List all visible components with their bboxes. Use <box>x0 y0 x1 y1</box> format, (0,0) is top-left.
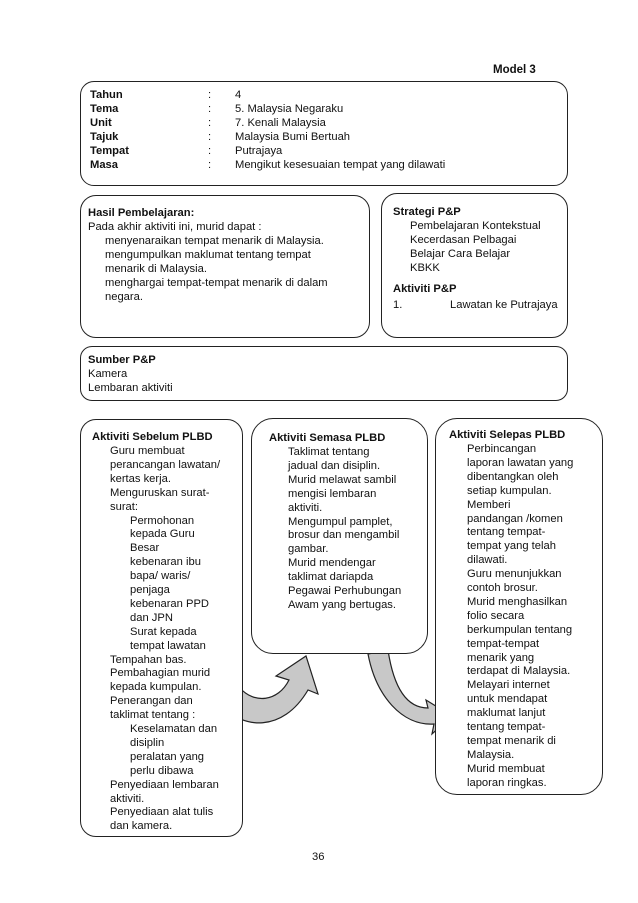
sebelum-line: penjaga <box>130 584 170 596</box>
sebelum-line: perancangan lawatan/ <box>110 458 221 471</box>
strategi-item: Pembelajaran Kontekstual <box>410 220 541 232</box>
sebelum-line: Penyediaan alat tulis <box>110 806 214 819</box>
sumber-box <box>80 346 568 401</box>
hasil-title: Hasil Pembelajaran: <box>88 207 195 219</box>
strategi-item: Kecerdasan Pelbagai <box>410 233 517 246</box>
semasa-line: taklimat dariapda <box>288 571 374 584</box>
selepas-line: tempat-tempat <box>467 637 540 650</box>
selepas-line: laporan lawatan yang <box>467 456 574 469</box>
semasa-line: Mengumpul pamplet, <box>288 515 393 528</box>
sebelum-line: Guru membuat <box>110 445 185 457</box>
header-row-value: Mengikut kesesuaian tempat yang dilawati <box>235 158 446 171</box>
header-row <box>90 145 550 159</box>
selepas-line: maklumat lanjut <box>467 707 546 720</box>
hasil-intro: Pada akhir aktiviti ini, murid dapat : <box>88 221 262 233</box>
semasa-line: Awam yang bertugas. <box>288 598 397 611</box>
sebelum-line: kebenaran PPD <box>130 597 209 610</box>
header-row-separator: : <box>208 102 212 115</box>
header-row-value: Putrajaya <box>235 144 283 157</box>
sebelum-line: kepada kumpulan. <box>110 681 202 694</box>
semasa-line: Murid melawat sambil <box>288 473 397 486</box>
page-number: 36 <box>312 851 325 863</box>
sumber-title: Sumber P&P <box>88 354 156 366</box>
selepas-line: folio secara <box>467 609 525 622</box>
selepas-line: dibentangkan oleh <box>467 470 559 483</box>
selepas-line: Melayari internet <box>467 679 550 692</box>
selepas-line: tempat menarik di <box>467 734 556 747</box>
header-row-separator: : <box>208 158 212 171</box>
header-row-label: Masa <box>90 158 118 171</box>
selepas-line: terdapat di Malaysia. <box>467 665 571 678</box>
selepas-line: Memberi <box>467 498 511 511</box>
selepas-line: tentang tempat- <box>467 526 546 539</box>
sebelum-line: kepada Guru <box>130 528 195 541</box>
strategi-item: KBKK <box>410 261 440 274</box>
sebelum-line: taklimat tentang : <box>110 709 196 722</box>
strategi-box <box>381 193 568 338</box>
selepas-line: Perbincangan <box>467 443 537 455</box>
hasil-pembelajaran-box <box>80 195 370 338</box>
sebelum-line: dan JPN <box>130 611 173 624</box>
header-row-value: 4 <box>235 89 242 101</box>
sebelum-line: Pembahagian murid <box>110 667 211 680</box>
header-row-label: Tempat <box>90 144 129 157</box>
sebelum-line: disiplin <box>130 736 165 749</box>
header-row-separator: : <box>208 116 212 129</box>
semasa-box <box>251 418 428 654</box>
sumber-item-kamera: Kamera <box>88 368 128 380</box>
semasa-line: jadual dan disiplin. <box>288 459 381 472</box>
selepas-box <box>435 418 603 795</box>
aktiviti-pp-number: 1. <box>393 299 403 311</box>
header-row <box>90 89 550 103</box>
header-row-value: 7. Kenali Malaysia <box>235 116 326 129</box>
sebelum-line: aktiviti. <box>110 792 145 805</box>
sebelum-line: kebenaran ibu <box>130 556 201 569</box>
selepas-line: Murid membuat <box>467 762 545 775</box>
hasil-line: menghargai tempat-tempat menarik di dalam <box>105 276 328 289</box>
sebelum-line: surat: <box>110 500 138 513</box>
sebelum-line: perlu dibawa <box>130 764 194 777</box>
aktiviti-pp-text: Lawatan ke Putrajaya <box>450 299 558 311</box>
selepas-line: setiap kumpulan. <box>467 484 552 497</box>
sebelum-line: Keselamatan dan <box>130 723 218 735</box>
sebelum-line: Penyediaan lembaran <box>110 778 219 791</box>
sebelum-line: bapa/ waris/ <box>130 570 191 583</box>
sebelum-line: Permohonan <box>130 514 195 527</box>
selepas-line: contoh brosur. <box>467 582 538 594</box>
header-row <box>90 131 550 145</box>
header-row <box>90 117 550 131</box>
selepas-line: pandangan /komen <box>467 512 563 525</box>
semasa-title: Aktiviti Semasa PLBD <box>269 432 386 444</box>
sebelum-box <box>80 419 243 837</box>
semasa-line: Taklimat tentang <box>288 446 370 458</box>
header-row-value: Malaysia Bumi Bertuah <box>235 130 351 143</box>
header-row-label: Tajuk <box>90 130 119 143</box>
sebelum-line: peralatan yang <box>130 750 205 763</box>
strategi-item: Belajar Cara Belajar <box>410 247 511 260</box>
header-row-separator: : <box>208 130 212 143</box>
semasa-line: gambar. <box>288 543 329 556</box>
hasil-line: menarik di Malaysia. <box>105 262 207 275</box>
selepas-line: dilawati. <box>467 554 508 567</box>
selepas-line: untuk mendapat <box>467 693 548 706</box>
header-row-label: Tahun <box>90 89 123 101</box>
sebelum-line: Surat kepada <box>130 625 197 638</box>
strategi-title: Strategi P&P <box>393 206 461 218</box>
sebelum-line: kertas kerja. <box>110 472 171 485</box>
selepas-line: menarik yang <box>467 651 535 664</box>
hasil-line: menyenaraikan tempat menarik di Malaysia. <box>105 235 324 247</box>
semasa-line: Murid mendengar <box>288 557 376 570</box>
semasa-line: aktiviti. <box>288 501 323 514</box>
sebelum-line: Tempahan bas. <box>110 653 187 666</box>
sumber-item-lembaran: Lembaran aktiviti <box>88 382 173 394</box>
sebelum-line: tempat lawatan <box>130 639 206 652</box>
sebelum-line: dan kamera. <box>110 820 173 833</box>
sebelum-title: Aktiviti Sebelum PLBD <box>92 431 213 443</box>
hasil-line: negara. <box>105 290 143 303</box>
selepas-line: Malaysia. <box>467 748 515 761</box>
header-row-separator: : <box>208 144 212 157</box>
selepas-line: berkumpulan tentang <box>467 623 573 636</box>
sebelum-line: Besar <box>130 542 160 555</box>
semasa-line: brosur dan mengambil <box>288 529 400 542</box>
hasil-line: mengumpulkan maklumat tentang tempat <box>105 248 311 261</box>
sebelum-line: Penerangan dan <box>110 695 193 708</box>
header-row <box>90 103 550 117</box>
selepas-line: Guru menunjukkan <box>467 568 562 581</box>
header-row-label: Unit <box>90 116 112 129</box>
model-label: Model 3 <box>493 64 536 76</box>
semasa-line: Pegawai Perhubungan <box>288 585 402 597</box>
aktiviti-pp-title: Aktiviti P&P <box>393 283 457 295</box>
header-row <box>90 159 550 173</box>
header-row-value: 5. Malaysia Negaraku <box>235 102 344 115</box>
selepas-line: tentang tempat- <box>467 721 546 733</box>
selepas-title: Aktiviti Selepas PLBD <box>449 429 566 441</box>
header-row-separator: : <box>208 89 212 101</box>
selepas-line: Murid menghasilkan <box>467 595 568 608</box>
sebelum-line: Menguruskan surat- <box>110 486 210 499</box>
semasa-line: mengisi lembaran <box>288 487 377 500</box>
header-row-label: Tema <box>90 102 119 115</box>
selepas-line: laporan ringkas. <box>467 776 547 789</box>
selepas-line: tempat yang telah <box>467 540 556 553</box>
header-info-box <box>80 81 568 186</box>
